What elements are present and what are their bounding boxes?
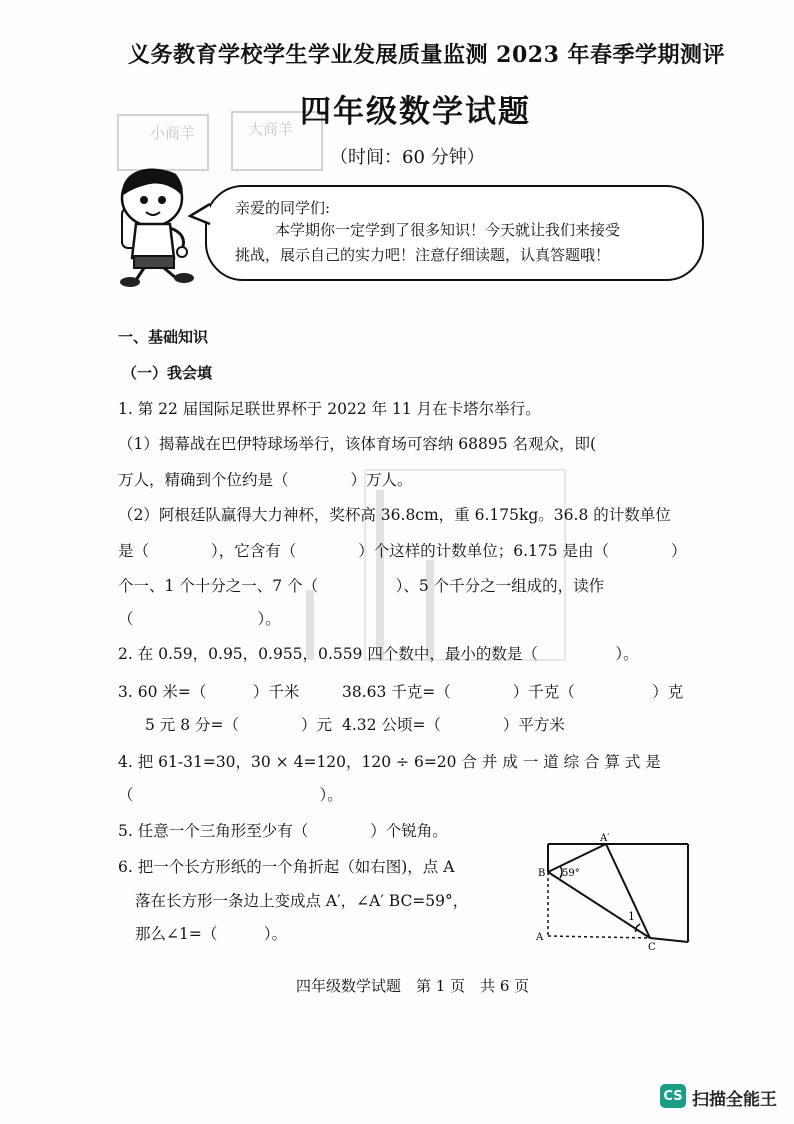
question-1-2-line-c: 个一、1 个十分之一、7 个（ ）、5 个千分之一组成的，读作 xyxy=(118,577,605,595)
bleed-through-small-shop: 小商羊 xyxy=(150,124,196,142)
time-limit: （时间：60 分钟） xyxy=(330,147,485,168)
scanner-app-name: 扫描全能王 xyxy=(692,1090,777,1110)
bleed-through-big-shop: 大商羊 xyxy=(248,120,294,138)
camscanner-logo-icon: CS xyxy=(660,1084,686,1108)
question-1-intro: 1. 第 22 届国际足联世界杯于 2022 年 11 月在卡塔尔举行。 xyxy=(118,400,541,418)
label-A-prime: A′ xyxy=(600,833,610,844)
question-3-part-a-1: 3. 60 米=（ ）千米 xyxy=(118,683,300,701)
question-2: 2. 在 0.59，0.95，0.955，0.559 四个数中，最小的数是（ ）。 xyxy=(118,645,639,663)
question-1-1-line-a: （1）揭幕战在巴伊特球场举行，该体育场可容纳 68895 名观众，即( xyxy=(118,435,597,453)
folded-rectangle-figure xyxy=(530,832,700,954)
greeting-line-1: 本学期你一定学到了很多知识！今天就让我们来接受 xyxy=(275,221,621,239)
label-angle-59: 59° xyxy=(562,868,580,879)
scanner-watermark xyxy=(660,1084,794,1110)
greeting-line-2: 挑战，展示自己的实力吧！注意仔细读题，认真答题哦！ xyxy=(235,246,611,264)
question-3-part-b-1: 5 元 8 分=（ ）元 xyxy=(145,716,332,734)
greeting-salutation: 亲爱的同学们: xyxy=(235,199,331,217)
label-C: C xyxy=(648,942,656,953)
question-6-line-b: 落在长方形一条边上变成点 A′，∠A′ BC=59°， xyxy=(135,892,469,910)
bubble-tail xyxy=(188,200,212,230)
question-3-part-a-2: 38.63 千克=（ ）千克（ ）克 xyxy=(342,683,684,701)
question-4-line-a: 4. 把 61-31=30，30 × 4=120，120 ÷ 6=20 合 并 成 一 道 综 合 算 式 是 xyxy=(118,753,661,771)
school-line: 义务教育学校学生学业发展质量监测 2023 年春季学期测评 xyxy=(128,42,726,68)
subsection-fill-in: （一）我会填 xyxy=(122,364,213,382)
question-1-2-line-d: （ ）。 xyxy=(118,610,281,628)
label-A: A xyxy=(536,932,544,943)
question-6-line-c: 那么∠1=（ ）。 xyxy=(135,925,288,943)
section-basic-knowledge: 一、基础知识 xyxy=(118,328,209,346)
exam-title: 四年级数学试题 xyxy=(300,94,531,130)
question-3-part-b-2: 4.32 公顷=（ ）平方米 xyxy=(342,716,565,734)
question-1-1-line-b: 万人，精确到个位约是（ ）万人。 xyxy=(118,471,413,489)
question-1-2-line-b: 是（ ），它含有（ ）个这样的计数单位；6.175 是由（ ） xyxy=(118,542,687,560)
page-footer: 四年级数学试题 第 1 页 共 6 页 xyxy=(296,977,530,995)
question-1-2-line-a: （2）阿根廷队赢得大力神杯，奖杯高 36.8cm，重 6.175kg。36.8 的计数单位 xyxy=(118,506,671,524)
question-5: 5. 任意一个三角形至少有（ ）个锐角。 xyxy=(118,822,448,840)
question-6-line-a: 6. 把一个长方形纸的一个角折起（如右图)，点 A xyxy=(118,858,455,876)
label-B: B xyxy=(538,868,546,879)
label-angle-1: 1 xyxy=(628,910,635,923)
question-4-line-b: （ ）。 xyxy=(118,786,343,804)
